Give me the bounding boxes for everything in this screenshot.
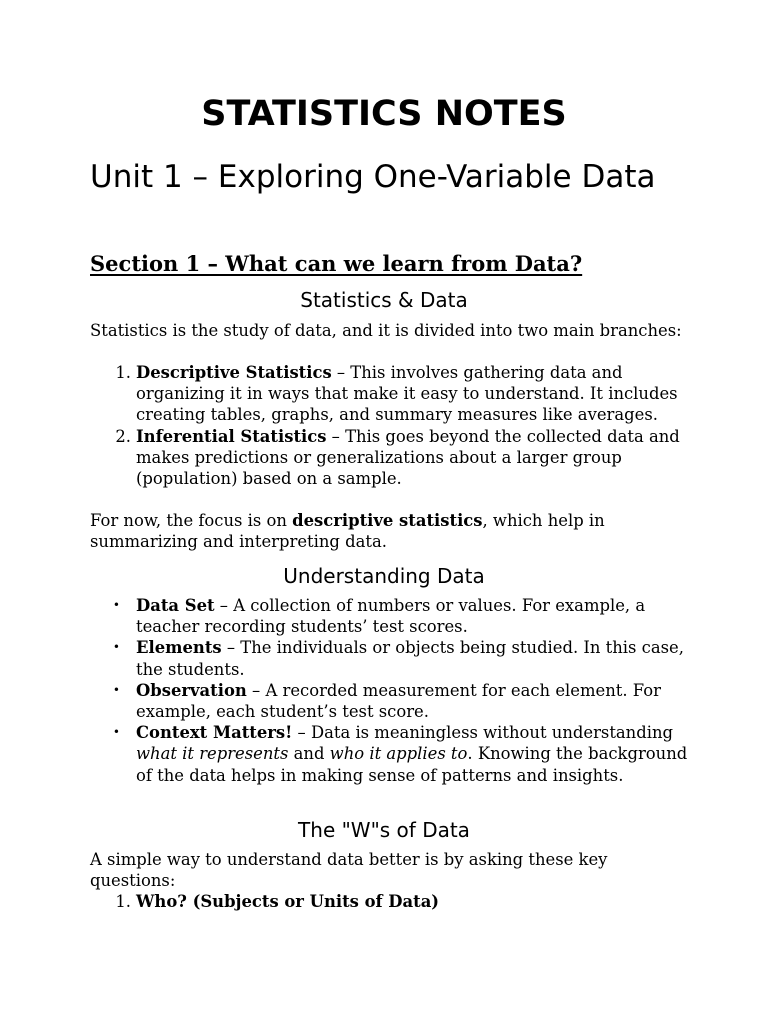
section-heading: Section 1 – What can we learn from Data? [90, 251, 583, 276]
bullet-icon: • [112, 598, 120, 612]
focus-text-after: , which help in summarizing and interpreting data. [90, 511, 605, 552]
term-descriptive-statistics: Descriptive Statistics [136, 363, 332, 382]
term-data-set: Data Set [136, 596, 215, 615]
list-item-who [90, 891, 690, 912]
list-item-observation [90, 680, 690, 722]
list-item-context-matters [90, 722, 690, 786]
statistics-intro-paragraph: Statistics is the study of data, and it is divided into two main branches: [90, 321, 682, 340]
inferential-statistics-description: – This goes beyond the collected data and makes predictions or generalizations about a larger group (population) based on a sample. [136, 426, 680, 489]
data-set-description: – A collection of numbers or values. For example, a teacher recording students’ test scores. [136, 596, 646, 637]
list-number: 2. [115, 426, 131, 446]
elements-description: – The individuals or objects being studied. In this case, the students. [136, 638, 684, 679]
context-emphasis-what: what it represents [136, 744, 289, 764]
ws-of-data-heading: The "W"s of Data [298, 818, 470, 842]
document-title: STATISTICS NOTES [201, 94, 567, 134]
context-text-3: . Knowing the background of the data helps in making sense of patterns and insights. [136, 744, 688, 785]
context-text-1: – Data is meaningless without understanding [292, 723, 674, 743]
context-text-2: and [288, 744, 330, 764]
ws-intro-paragraph: A simple way to understand data better is by asking these key questions: [90, 850, 608, 891]
list-item-elements [90, 637, 690, 679]
observation-description: – A recorded measurement for each element. For example, each student’s test score. [136, 680, 661, 722]
unit-heading: Unit 1 – Exploring One-Variable Data [90, 159, 656, 195]
descriptive-statistics-description: – This involves gathering data and organizing it in ways that make it easy to understand. It includes creating tables, graphs, and summary measures like averages. [136, 363, 678, 425]
understanding-data-list [90, 595, 690, 786]
list-item-data-set [90, 595, 690, 637]
term-inferential-statistics: Inferential Statistics [136, 426, 327, 446]
list-number: 1. [115, 363, 131, 382]
list-item-descriptive-statistics [90, 362, 690, 426]
bullet-icon: • [112, 640, 120, 655]
w-questions-list [90, 891, 690, 912]
term-context-matters: Context Matters! [136, 723, 293, 743]
bullet-icon: • [112, 725, 120, 740]
term-observation: Observation [136, 680, 247, 700]
term-elements: Elements [136, 638, 222, 658]
list-number: 1. [115, 892, 131, 911]
question-who: Who? (Subjects or Units of Data) [136, 892, 440, 911]
focus-paragraph [90, 510, 690, 552]
list-item-inferential-statistics [90, 426, 690, 490]
context-emphasis-who: who it applies to [329, 744, 468, 764]
statistics-data-heading: Statistics & Data [300, 288, 468, 312]
understanding-data-heading: Understanding Data [283, 564, 485, 588]
branches-list [90, 362, 690, 489]
bullet-icon: • [112, 682, 120, 697]
focus-text-before: For now, the focus is on [90, 511, 293, 530]
focus-term: descriptive statistics [292, 511, 483, 530]
